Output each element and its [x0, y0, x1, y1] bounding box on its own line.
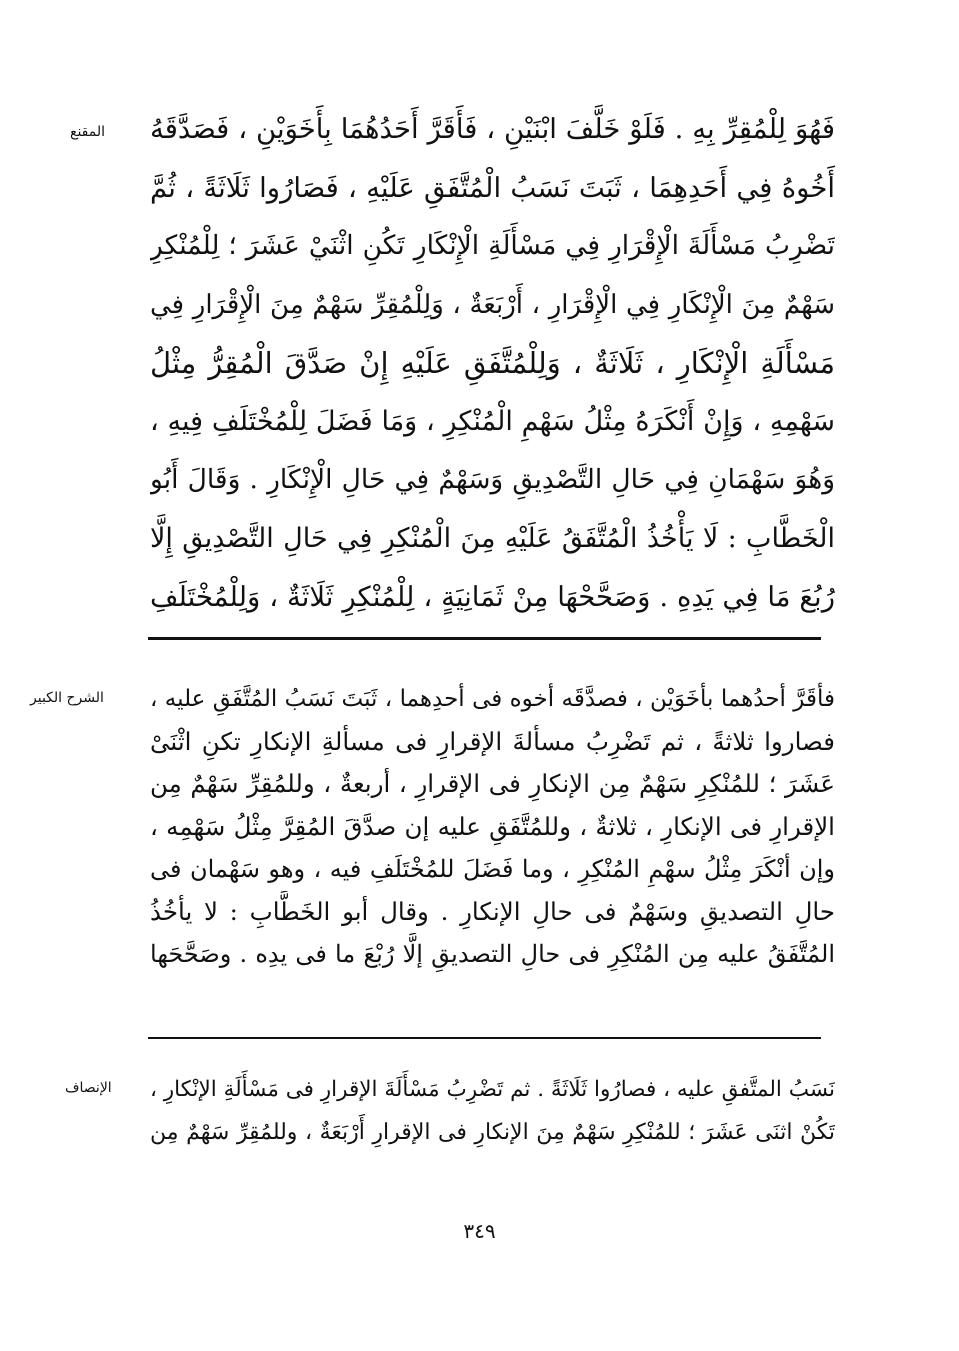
text-line: المُتَّفَقُ عليه مِن المُنْكِرِ فى حالِ التصديقِ إلَّا رُبْعَ ما فى يدِه . وصَحَّحَها	[150, 940, 835, 968]
section-divider	[148, 637, 821, 640]
text-line: تَضْرِبُ مَسْأَلَةَ الْإِقْرَارِ فِي مَسْأَلَةِ الْإِنْكَارِ تَكُنِ اثْنَيْ عَشَرَ ؛ لِلْمُنْكِرِ	[150, 230, 835, 261]
section-body-insaf	[150, 1068, 835, 1154]
text-line: وَهُوَ سَهْمَانِ فِي حَالِ التَّصْدِيقِ وَسَهْمٌ فِي حَالِ الْإِنْكَارِ . وَقَالَ أَبُو	[150, 464, 835, 495]
text-line: مَسْأَلَةِ الْإِنْكَارِ ، ثَلَاثَةٌ ، وَلِلْمُتَّفَقِ عَلَيْهِ إِنْ صَدَّقَ الْمُقِرُّ مِثْلُ	[150, 346, 835, 380]
page-number: ٣٤٩	[463, 1219, 496, 1243]
text-line: نَسَبُ المتَّفقِ عليه ، فصارُوا ثَلَاثَةً . ثم تَضْرِبُ مَسْأَلَةَ الإقرارِ فى مَسْأَلَةِ الإنْكارِ ،	[150, 1077, 835, 1102]
text-line: عَشَرَ ؛ للمُنْكِرِ سَهْمٌ مِن الإنكارِ فى الإقرارِ ، أربعةٌ ، وللمُقِرِّ سَهْمٌ مِن	[150, 769, 835, 798]
text-line: فصاروا ثلاثةً ، ثم تَضْرِبُ مسألةَ الإقرارِ فى مسألةِ الإنكارِ تكنِ اثْنَىْ	[150, 726, 835, 756]
text-line: وإن أنْكَرَ مِثْلُ سهْمِ المُنْكِرِ ، وما فَضَلَ للمُخْتَلَفِ فيه ، وهو سَهْمان فى	[150, 855, 835, 883]
section-label-sharh-kabir: الشرح الكبير	[30, 690, 104, 706]
text-line: رُبُعَ مَا فِي يَدِهِ . وَصَحَّحْهَا مِنْ ثَمَانِيَةٍ ، لِلْمُنْكِرِ ثَلَاثَةٌ ، وَلِلْمُخْتَلَفِ	[150, 581, 835, 613]
section-body-muqni	[150, 100, 835, 627]
section-body-sharh-kabir	[150, 678, 835, 976]
section-label-muqni: المقنع	[70, 124, 106, 140]
text-line: فَهُوَ لِلْمُقِرِّ بِهِ . فَلَوْ خَلَّفَ ابْنَيْنِ ، فَأَقَرَّ أَحَدُهُمَا بِأَخَوَيْنِ ، فَصَدَّقَهُ	[150, 113, 835, 145]
text-line: الإقرارِ فى الإنكارِ ، ثلاثةٌ ، وللمُتَّفَقِ عليه إن صدَّقَ المُقِرَّ مِثْلُ سَهْمِه ،	[150, 811, 835, 841]
text-line: تَكُنْ اثنَى عَشَرَ ؛ للمُنْكِرِ سَهْمٌ مِنَ الإنكارِ فى الإقرارِ أَرْبَعَةٌ ، وللمُقِرِّ سَهْمٌ مِن	[150, 1120, 835, 1145]
text-line: فأقَرَّ أحدُهما بأخَوَيْن ، فصدَّقَه أخوه فى أحدِهما ، ثَبَتَ نَسَبُ المُتَّفَقِ عليه ،	[150, 686, 835, 712]
text-line: سَهْمِهِ ، وَإِنْ أَنْكَرَهُ مِثْلُ سَهْمِ الْمُنْكِرِ ، وَمَا فَضَلَ لِلْمُخْتَلَفِ فِيهِ ،	[150, 405, 835, 437]
text-line: الْخَطَّابِ : لَا يَأْخُذُ الْمُتَّفَقُ عَلَيْهِ مِنَ الْمُنْكِرِ فِي حَالِ التَّصْدِيقِ إِلَّا	[150, 522, 835, 554]
text-line: أَخُوهُ فِي أَحَدِهِمَا ، ثَبَتَ نَسَبُ الْمُتَّفَقِ عَلَيْهِ ، فَصَارُوا ثَلَاثَةً ، ثُمَّ	[150, 171, 835, 204]
text-line: حالِ التصديقِ وسَهْمٌ فى حالِ الإنكارِ . وقال أبو الخَطَّابِ : لا يأخُذُ	[150, 896, 835, 926]
section-divider	[148, 1037, 821, 1039]
section-label-insaf: الإنصاف	[65, 1080, 112, 1096]
text-line: سَهْمٌ مِنَ الْإِنْكَارِ فِي الْإِقْرَارِ ، أَرْبَعَةٌ ، وَلِلْمُقِرِّ سَهْمٌ مِنَ الْإِقْرَارِ فِي	[150, 289, 835, 320]
